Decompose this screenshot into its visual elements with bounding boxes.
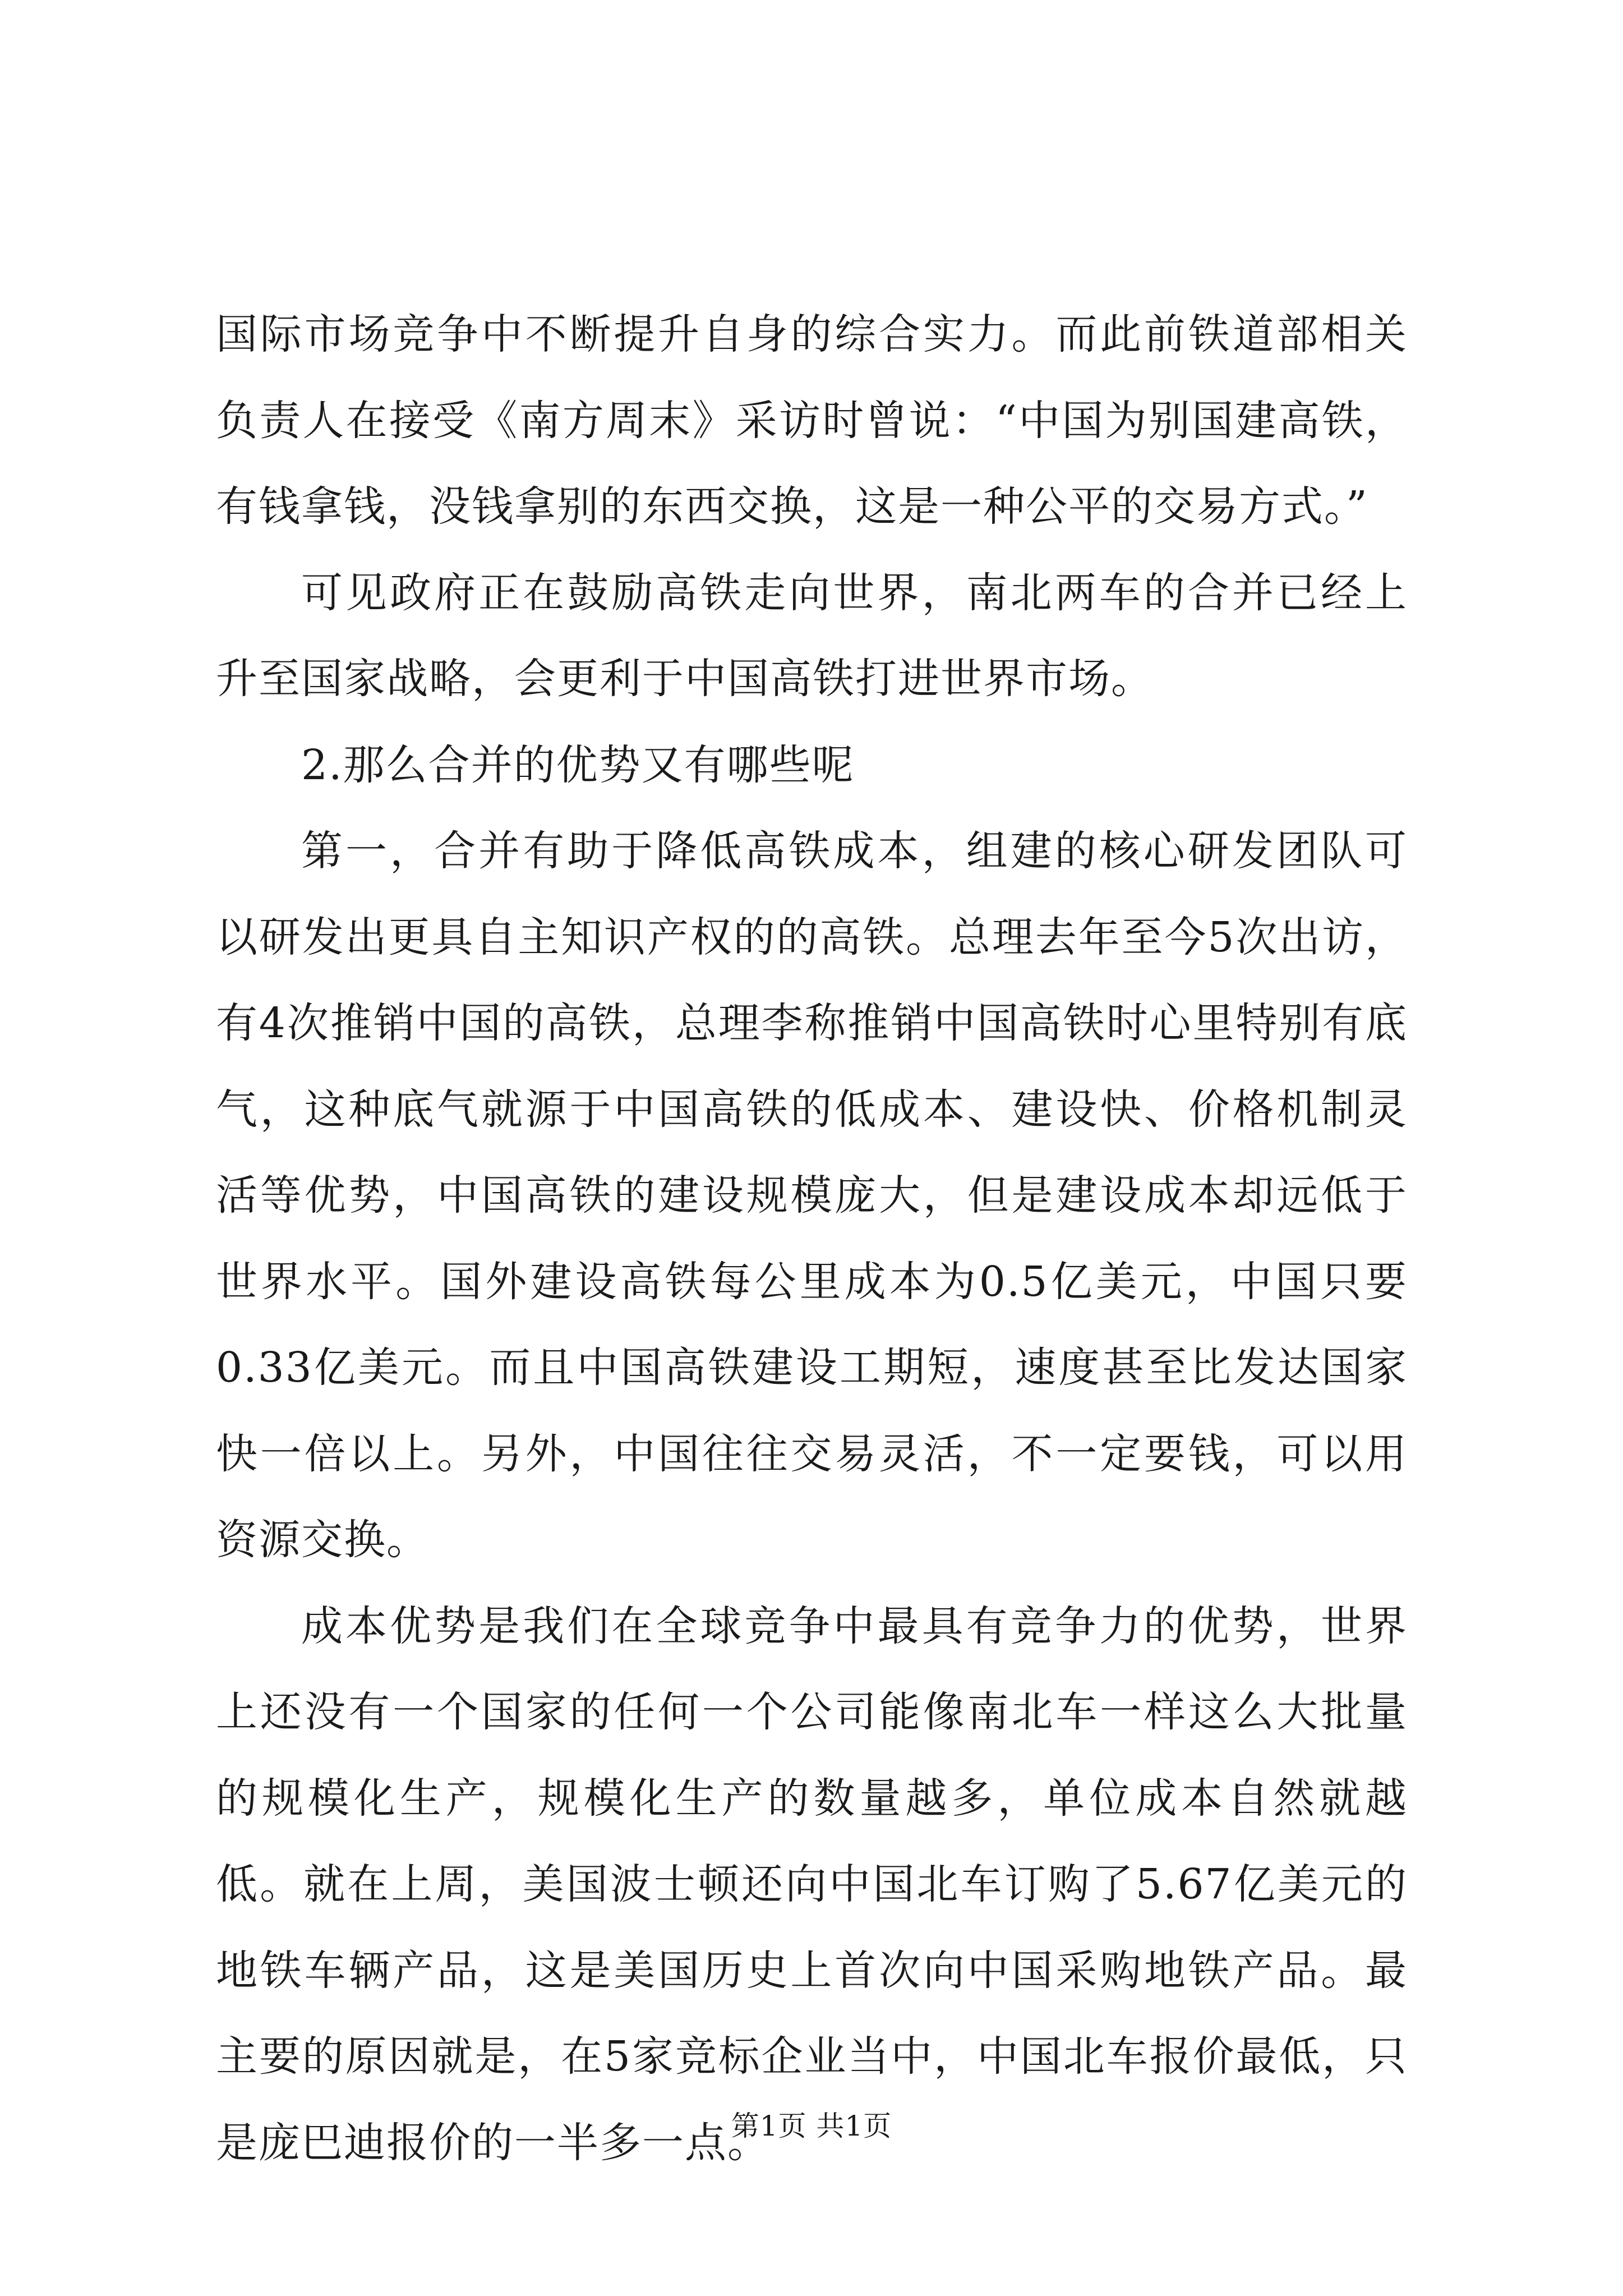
paragraph-cost-reduction: 第一，合并有助于降低高铁成本，组建的核心研发团队可以研发出更具自主知识产权的的高铁。总理去年至今5次出访，有4次推销中国的高铁，总理李称推销中国高铁时心里特别有底气，这种底气就源于中国高铁的低成本、建设快、价格机制灵活等优势，中国高铁的建设规模庞大，但是建设成本却远低于世界水平。国外建设高铁每公里成本为0.5亿美元，中国只要0.33亿美元。而且中国高铁建设工期短，速度甚至比发达国家快一倍以上。另外，中国往往交易灵活，不一定要钱，可以用资源交换。 <box>216 827 1408 1564</box>
paragraph-continuation: 国际市场竞争中不断提升自身的综合实力。而此前铁道部相关负责人在接受《南方周末》采访时曾说：“中国为别国建高铁，有钱拿钱，没钱拿别的东西交换，这是一种公平的交易方式。” <box>216 310 1408 531</box>
document-body <box>216 292 1408 2186</box>
paragraph-cost-advantage: 成本优势是我们在全球竞争中最具有竞争力的优势，世界上还没有一个国家的任何一个公司能像南北车一样这么大批量的规模化生产，规模化生产的数量越多，单位成本自然就越低。就在上周，美国波士顿还向中国北车订购了5.67亿美元的地铁车辆产品，这是美国历史上首次向中国采购地铁产品。最主要的原因就是，在5家竞标企业当中，中国北车报价最低，只是庞巴迪报价的一半多一点。 <box>216 1602 1408 2167</box>
page-footer: 第1页 共1页 <box>731 2110 892 2142</box>
paragraph-government-strategy: 可见政府正在鼓励高铁走向世界，南北两车的合并已经上升至国家战略，会更利于中国高铁打进世界市场。 <box>216 568 1408 703</box>
section-heading-advantages: 2.那么合并的优势又有哪些呢 <box>301 740 855 789</box>
